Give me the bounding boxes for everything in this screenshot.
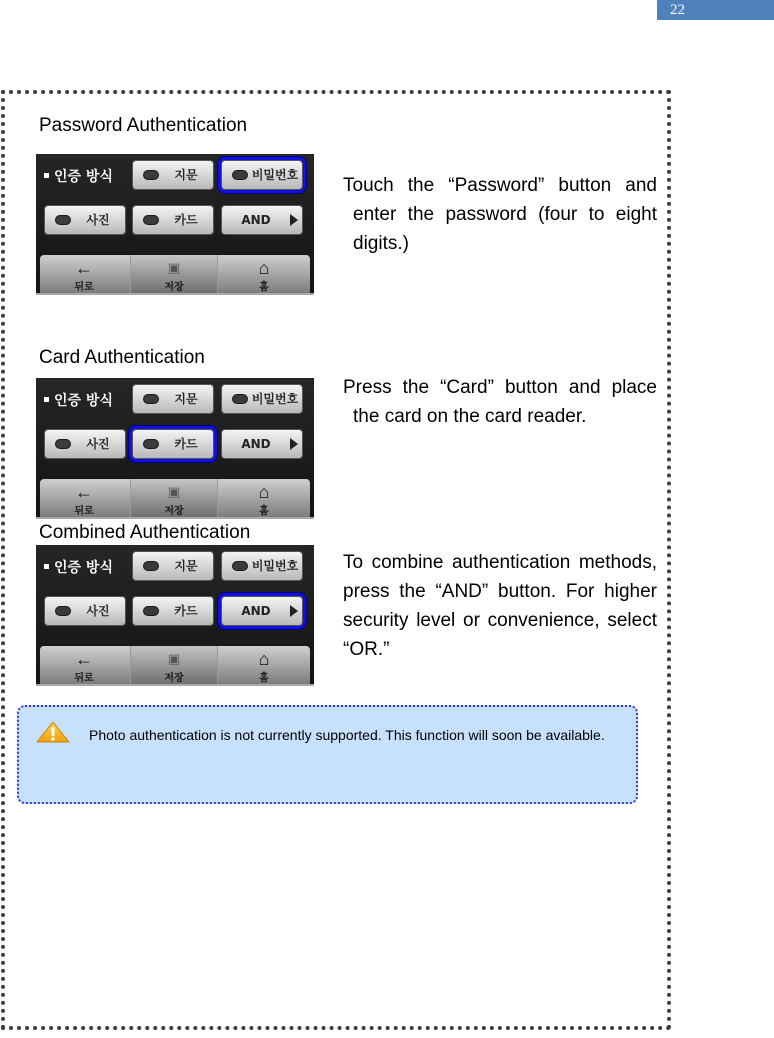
panel-photo-label: 사진: [86, 213, 110, 227]
page-number: 22: [657, 0, 774, 20]
combined-auth-screenshot: [36, 545, 314, 686]
save-icon: ▣: [167, 484, 181, 499]
panel-fingerprint-label: 지문: [174, 168, 198, 182]
panel-save-label: 저장: [164, 282, 184, 293]
toggle-dot-icon: [232, 561, 248, 571]
save-icon: ▣: [167, 260, 181, 275]
panel-home-button[interactable]: [220, 479, 308, 517]
toggle-dot-icon: [232, 170, 248, 180]
save-icon: ▣: [167, 651, 181, 666]
panel-card-button[interactable]: [132, 205, 214, 235]
panel-auth-method-label: 인증 방식: [44, 166, 113, 186]
panel-auth-method-label: 인증 방식: [44, 390, 113, 410]
toggle-dot-icon: [55, 439, 71, 449]
card-auth-title: Card Authentication: [39, 347, 205, 368]
panel-and-label: AND: [241, 213, 271, 227]
card-auth-description: Press the “Card” button and place the card on the card reader.: [343, 377, 657, 427]
panel-save-button[interactable]: [130, 255, 218, 293]
arrow-right-icon: [290, 605, 298, 617]
panel-and-label: AND: [241, 604, 271, 618]
toggle-dot-icon: [143, 394, 159, 404]
combined-auth-title: Combined Authentication: [39, 522, 251, 543]
toggle-dot-icon: [232, 394, 248, 404]
password-auth-description: Touch the “Password” button and enter the password (four to eight digits.): [343, 175, 657, 254]
panel-password-label: 비밀번호: [251, 168, 299, 182]
panel-photo-label: 사진: [86, 437, 110, 451]
panel-card-button[interactable]: [132, 596, 214, 626]
panel-back-label: 뒤로: [74, 673, 94, 684]
home-icon: ⌂: [258, 258, 270, 278]
panel-back-button[interactable]: [40, 646, 128, 684]
panel-save-label: 저장: [164, 673, 184, 684]
panel-password-button[interactable]: [221, 160, 303, 190]
panel-home-label: 홈: [259, 282, 269, 293]
home-icon: ⌂: [258, 482, 270, 502]
toggle-dot-icon: [143, 439, 159, 449]
back-arrow-icon: ←: [75, 649, 93, 669]
panel-bottom-bar: [40, 479, 310, 517]
panel-back-button[interactable]: [40, 255, 128, 293]
toggle-dot-icon: [55, 606, 71, 616]
panel-and-label: AND: [241, 437, 271, 451]
panel-fingerprint-label: 지문: [174, 392, 198, 406]
toggle-dot-icon: [143, 561, 159, 571]
panel-card-label: 카드: [174, 604, 198, 618]
panel-home-button[interactable]: [220, 255, 308, 293]
panel-home-label: 홈: [259, 506, 269, 517]
panel-password-button[interactable]: [221, 551, 303, 581]
panel-bottom-bar: [40, 646, 310, 684]
panel-and-button[interactable]: [221, 205, 303, 235]
panel-fingerprint-button[interactable]: [132, 160, 214, 190]
panel-card-label: 카드: [174, 437, 198, 451]
panel-password-button[interactable]: [221, 384, 303, 414]
panel-save-button[interactable]: [130, 646, 218, 684]
card-auth-screenshot: [36, 378, 314, 519]
combined-auth-description: To combine authentication methods, press the “AND” button. For higher security level or convenience, select “OR.”: [343, 552, 657, 660]
toggle-dot-icon: [143, 606, 159, 616]
panel-and-button[interactable]: [221, 596, 303, 626]
panel-save-button[interactable]: [130, 479, 218, 517]
password-auth-screenshot: [36, 154, 314, 295]
panel-password-label: 비밀번호: [251, 559, 299, 573]
note-box: [17, 705, 638, 804]
panel-photo-button[interactable]: [44, 596, 126, 626]
panel-photo-button[interactable]: [44, 429, 126, 459]
panel-photo-label: 사진: [86, 604, 110, 618]
toggle-dot-icon: [55, 215, 71, 225]
panel-back-label: 뒤로: [74, 282, 94, 293]
panel-fingerprint-button[interactable]: [132, 551, 214, 581]
home-icon: ⌂: [258, 649, 270, 669]
note-text: Photo authentication is not currently supported. This function will soon be available.: [89, 727, 605, 743]
back-arrow-icon: ←: [75, 258, 93, 278]
arrow-right-icon: [290, 214, 298, 226]
panel-save-label: 저장: [164, 506, 184, 517]
panel-back-button[interactable]: [40, 479, 128, 517]
panel-and-button[interactable]: [221, 429, 303, 459]
panel-fingerprint-button[interactable]: [132, 384, 214, 414]
panel-back-label: 뒤로: [74, 506, 94, 517]
password-auth-title: Password Authentication: [39, 115, 248, 136]
back-arrow-icon: ←: [75, 482, 93, 502]
panel-home-button[interactable]: [220, 646, 308, 684]
panel-auth-method-label: 인증 방식: [44, 557, 113, 577]
panel-fingerprint-label: 지문: [174, 559, 198, 573]
panel-home-label: 홈: [259, 673, 269, 684]
panel-card-button[interactable]: [132, 429, 214, 459]
panel-photo-button[interactable]: [44, 205, 126, 235]
toggle-dot-icon: [143, 215, 159, 225]
panel-card-label: 카드: [174, 213, 198, 227]
warning-icon: [36, 721, 70, 743]
toggle-dot-icon: [143, 170, 159, 180]
panel-password-label: 비밀번호: [251, 392, 299, 406]
panel-bottom-bar: [40, 255, 310, 293]
arrow-right-icon: [290, 438, 298, 450]
